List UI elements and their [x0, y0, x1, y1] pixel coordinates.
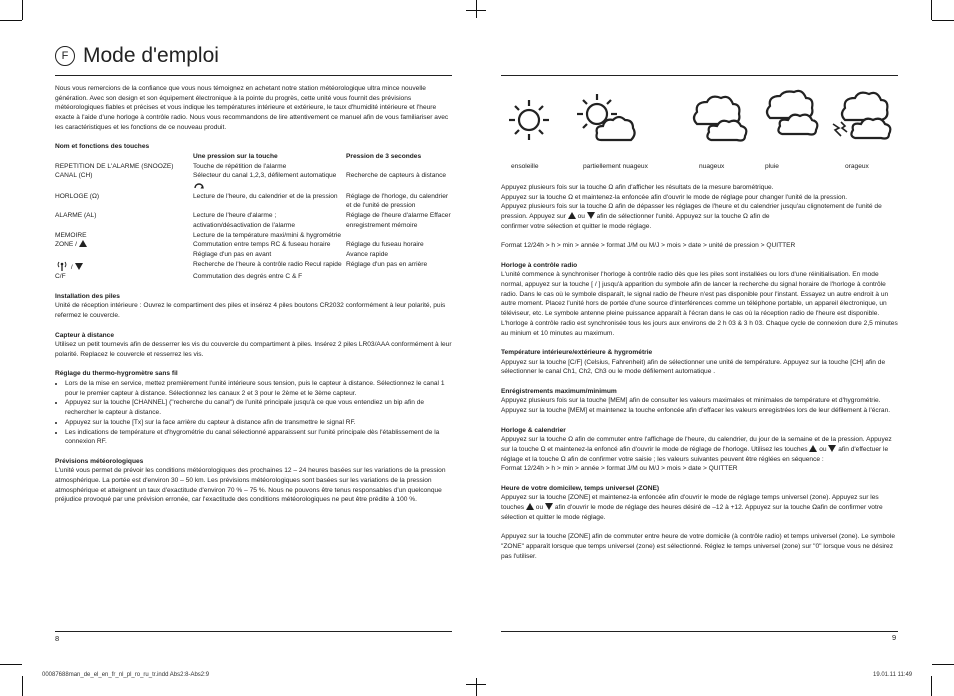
col-long-header: Pression de 3 secondes	[346, 152, 422, 160]
list-item: • Appuyez sur la touche [Tx] sur la face arrière du capteur à distance afin de transmettre le signal RF.	[65, 418, 452, 428]
keys-header-row	[55, 152, 452, 162]
clock-text: afin d'effectuer le réglage et la touche Ω afin de confirmer votre saisie ; les valeurs suivantes peuvent être réglées en séquence :	[501, 445, 889, 463]
keys-table	[55, 152, 452, 282]
key-short: Sélecteur du canal 1,2,3, défilement automatique	[193, 172, 337, 180]
thermo-title: Réglage du thermo-hygromètre sans fil	[55, 370, 178, 378]
page-number: 9	[892, 633, 897, 642]
key-short: Commutation entre temps RC & fuseau horaire	[193, 241, 331, 249]
sunny-icon	[507, 88, 551, 148]
storm-icon	[827, 88, 897, 150]
rc-title: Horloge à contrôle radio	[501, 261, 578, 269]
thermo-list	[55, 379, 452, 447]
cloudy-icon	[689, 88, 751, 148]
clock-title: Horloge & calendrier	[501, 426, 566, 434]
key-short: Recherche de l'heure à contrôle radio Recul rapide	[193, 260, 342, 268]
up-arrow-icon	[568, 212, 576, 219]
key-name: MEMOIRE	[55, 231, 87, 239]
right-body	[501, 183, 899, 561]
radio-tower-icon	[55, 260, 69, 272]
header-rule	[55, 75, 452, 76]
key-long: Avance rapide	[346, 250, 389, 258]
keys-heading: Nom et fonctions des touches	[55, 143, 150, 151]
key-long	[346, 231, 452, 241]
key-name: ALARME (AL)	[55, 212, 97, 220]
down-arrow-icon	[545, 503, 553, 510]
barometer-line: Appuyez plusieurs fois sur la touche Ω afin d'afficher les résultats de la mesure barométrique.	[501, 184, 774, 191]
down-arrow-icon	[828, 445, 836, 452]
table-row	[55, 211, 452, 230]
file-date-footer: 19.01.11 11:49	[873, 672, 913, 678]
table-row	[55, 192, 452, 211]
temp-title: Température intérieure/extérieure & hygrométrie	[501, 348, 653, 356]
up-arrow-icon	[809, 445, 817, 452]
mem-title: Enrégistrements maximum/minimum	[501, 387, 617, 395]
key-long: Réglage du fuseau horaire	[346, 241, 424, 249]
list-item: • Lors de la mise en service, mettez premièrement l'unité intérieure sous tension, puis le capteur à distance. Sélectionnez le canal 1 pour le premier capteur à distance. Sélectionnez les canaux 2 et 3 pour le 2ème et le 3ème capteur.	[65, 379, 452, 398]
weather-label: partiellement nuageux	[583, 163, 648, 170]
list-item: • Appuyez sur la touche [CHANNEL] ("recherche du canal") de l'unité principale jusqu'à ce que vous entendiez un bip afin de rechercher le capteur à distance.	[65, 398, 452, 417]
right-page	[477, 0, 954, 696]
zone-or: ou	[535, 504, 544, 512]
key-short: Commutation des degrés entre C & F	[193, 273, 303, 281]
page-number: 8	[55, 634, 60, 643]
clock-text: Appuyez sur la touche Ω afin de commuter entre l'affichage de l'heure, du calendrier, du jour de la semaine et de la pression. Appuyez sur la touche Ω et maintenez-la enfoncé afin d'ouvrir le mode de réglage de l'horloge. Utilisez les touches	[501, 436, 892, 453]
sensor-text: Utilisez un petit tournevis afin de desserrer les vis du couvercle du compartiment à piles. Insérez 2 piles LR03/AAA conformément à leur polarité. Replacez le couvercle et resserrez les vis.	[55, 341, 452, 358]
format-line: Format 12/24h > h > min > année > format J/M ou M/J > mois > date > QUITTER	[501, 465, 738, 473]
key-short: Lecture de l'heure, du calendrier et de la pression	[193, 192, 338, 200]
footer-rule	[55, 631, 452, 632]
table-row	[55, 272, 452, 282]
rain-icon	[762, 88, 822, 150]
partly-cloudy-icon	[571, 88, 641, 148]
key-long	[346, 272, 452, 282]
zone-text: Appuyez sur la touche [ZONE] et maintenez-la enfoncée afin d'ouvrir le mode de réglage temps universel (zone). Appuyez sur les touches	[501, 494, 879, 512]
page-title: Mode d'emploi	[83, 44, 219, 67]
forecast-title: Prévisions météorologiques	[55, 457, 144, 465]
temp-text: Appuyez sur la touche [C/F] (Celsius, Fahrenheit) afin de sélectionner une unité de température. Appuyez sur la touche [CH] afin de sélectionner le canal Ch1, Ch2, Ch3 ou le mode défilement automatique .	[501, 358, 886, 376]
batteries-title: Installation des piles	[55, 292, 120, 300]
key-name	[55, 250, 193, 260]
autoscroll-icon	[193, 181, 205, 189]
key-name: /	[70, 263, 73, 271]
table-row	[55, 231, 452, 241]
key-name: C/F	[55, 273, 66, 281]
weather-label: nuageux	[699, 163, 725, 170]
zone-title: Heure de votre domicilew, temps universel (ZONE)	[501, 484, 660, 492]
file-footer: 00087688man_de_el_en_fr_nl_pl_ro_ru_tr.indd Abs2:8-Abs2:9	[42, 672, 210, 678]
sensor-title: Capteur à distance	[55, 331, 114, 339]
key-long: Réglage d'un pas en arrière	[346, 260, 428, 268]
language-badge: F	[55, 46, 75, 66]
weather-label: orageux	[845, 163, 869, 170]
table-row	[55, 162, 452, 172]
weather-label: pluie	[765, 163, 779, 170]
table-row	[55, 240, 452, 250]
clock-or: ou	[819, 445, 827, 453]
table-row	[55, 171, 452, 191]
mem-text: Appuyez plusieurs fois sur la touche [MEM] afin de consulter les valeurs maximales et minimales de température et d'hygrométrie. Appuyez sur la touche [MEM] et maintenez la touche enfoncée afin d'effacer les valeurs enregistrées lors de leur défilement à l'écran.	[501, 397, 891, 415]
barometer-line: confirmer votre sélection et quitter le mode réglage.	[501, 222, 652, 230]
col-short-header: Une pression sur la touche	[193, 152, 278, 160]
key-name: ZONE /	[55, 241, 77, 249]
weather-label: ensoleille	[511, 163, 539, 170]
barometer-or: ou	[577, 213, 585, 221]
key-short: Réglage d'un pas en avant	[193, 250, 272, 258]
key-short: Touche de répétition de l'alarme	[193, 162, 287, 170]
key-name: CANAL (CH)	[55, 172, 93, 180]
header-rule	[501, 75, 898, 76]
barometer-line: Appuyez sur la touche Ω et maintenez-la enfoncée afin d'ouvrir le mode de réglage pour changer l'unité de la pression.	[501, 193, 848, 201]
key-short: Lecture de la température maxi/mini & hygrométrie	[193, 231, 342, 239]
key-name: REPETITION DE L'ALARME (SNOOZE)	[55, 162, 174, 170]
footer-rule	[501, 631, 898, 632]
barometer-line: afin de sélectionner l'unité. Appuyez sur la touche Ω afin de	[596, 213, 770, 221]
format-line: Format 12/24h > h > min > année > format J/M ou M/J > mois > date > unité de pression > QUITTER	[501, 242, 796, 250]
barometer-line: Appuyez plusieurs fois sur la touche Ω afin de dépasser les réglages de l'heure et du calendrier jusqu'au clignotement de l'unité de pression. Appuyez sur	[501, 203, 882, 221]
key-short: Lecture de l'heure d'alarme ; activation/désactivation de l'alarme	[193, 212, 296, 229]
down-arrow-icon	[587, 212, 595, 219]
up-arrow-icon	[526, 503, 534, 510]
key-long: Réglage de l'heure d'alarme Effacer enregistrement mémoire	[346, 212, 451, 229]
zone-text: afin d'ouvrir le mode de réglage des heures désiré de –12 à +12. Appuyez sur la touche Ωafin de confirmer votre sélection et quitter le mode réglage.	[501, 504, 883, 521]
list-item: • Les indications de température et d'hygrométrie du canal sélectionné apparaissent sur l'unité principale dès l'établissement de la connexion RF.	[65, 428, 452, 447]
zone-text-2: Appuyez sur la touche [ZONE] afin de commuter entre heure de votre domicile (à contrôle radio) et temps universel (zone). Le symbole "ZONE" apparaît lorsque que temps universel (zone) est sélectionné. Réglez le temps universel (zone) sur "0" lorsque vous ne désirez pas l'utiliser.	[501, 533, 895, 560]
key-long	[346, 162, 452, 172]
forecast-text: L'unité vous permet de prévoir les conditions météorologiques des prochaines 12 – 24 heures basées sur les variations de la pression atmosphérique. La portée est d'environ 30 – 50 km. Les prévisions météorologiques sont basées sur les variations de la pression atmosphérique et atteignent un taux d'exactitude d'environ 70 % – 75 %. Nous ne pouvons être tenus responsables d'un quelconque préjudice provoqué par une prévision erronée, car l'exactitude des conditions météorologiques ne peut être prédite à 100 %.	[55, 467, 446, 504]
table-row	[55, 250, 452, 260]
table-row	[55, 260, 452, 273]
intro-paragraph: Nous vous remercions de la confiance que vous nous témoignez en achetant notre station météorologique ultra mince nouvelle génération. Avec son design et son équipement électronique à la pointe du progrès, cette unité vous fournit des prévisions météorologiques fiables et précises et vous indique les températures intérieure et extérieure, le taux d'humidité intérieure et l'heure exacte à l'aide d'une horloge à contrôle radio. Nous vous recommandons de lire attentivement ce manuel afin de vous familiariser avec les caractéristiques et les fonctions de ce nouveau produit.	[55, 85, 449, 131]
key-long: Recherche de capteurs à distance	[346, 172, 447, 180]
rc-text: L'unité commence à synchroniser l'horloge à contrôle radio dès que les piles sont installées ou lors d'une réinitialisation. En mode normal, appuyez sur la touche [ / ] jusqu'à apparition du symbole afin de lancer la recherche du signal horaire de l'horloge à contrôle radio. Dans le cas où le symbole disparaît, le signal radio de l'heure n'est pas disponible pour l'instant. Essayez un autre endroit à un autre moment. Placez l'unité hors de portée d'une source d'interférences comme un téléphone portable, un appareil électronique, un téléviseur, etc. Le symbole antenne pleine puissance apparaît à l'écran dans le cas où la réception radio de l'heure est disponible. L'horloge à contrôle radio est synchronisée tous les jours aux environs de 2 h 03 & 3 h 03. Chaque cycle de connexion dure 2,5 minutes au minium et 10 minutes au maximum.	[501, 271, 898, 337]
key-long: Réglage de l'horloge, du calendrier et de l'unité de pression	[346, 192, 449, 210]
left-body	[55, 84, 452, 505]
page-header	[55, 44, 219, 68]
down-arrow-icon	[75, 263, 83, 270]
up-arrow-icon	[79, 240, 87, 247]
key-name: HORLOGE (Ω)	[55, 192, 100, 200]
batteries-text: Unité de réception intérieure : Ouvrez le compartiment des piles et insérez 4 piles boutons CR2032 conformément à leur polarité, puis refermez le couvercle.	[55, 302, 446, 320]
